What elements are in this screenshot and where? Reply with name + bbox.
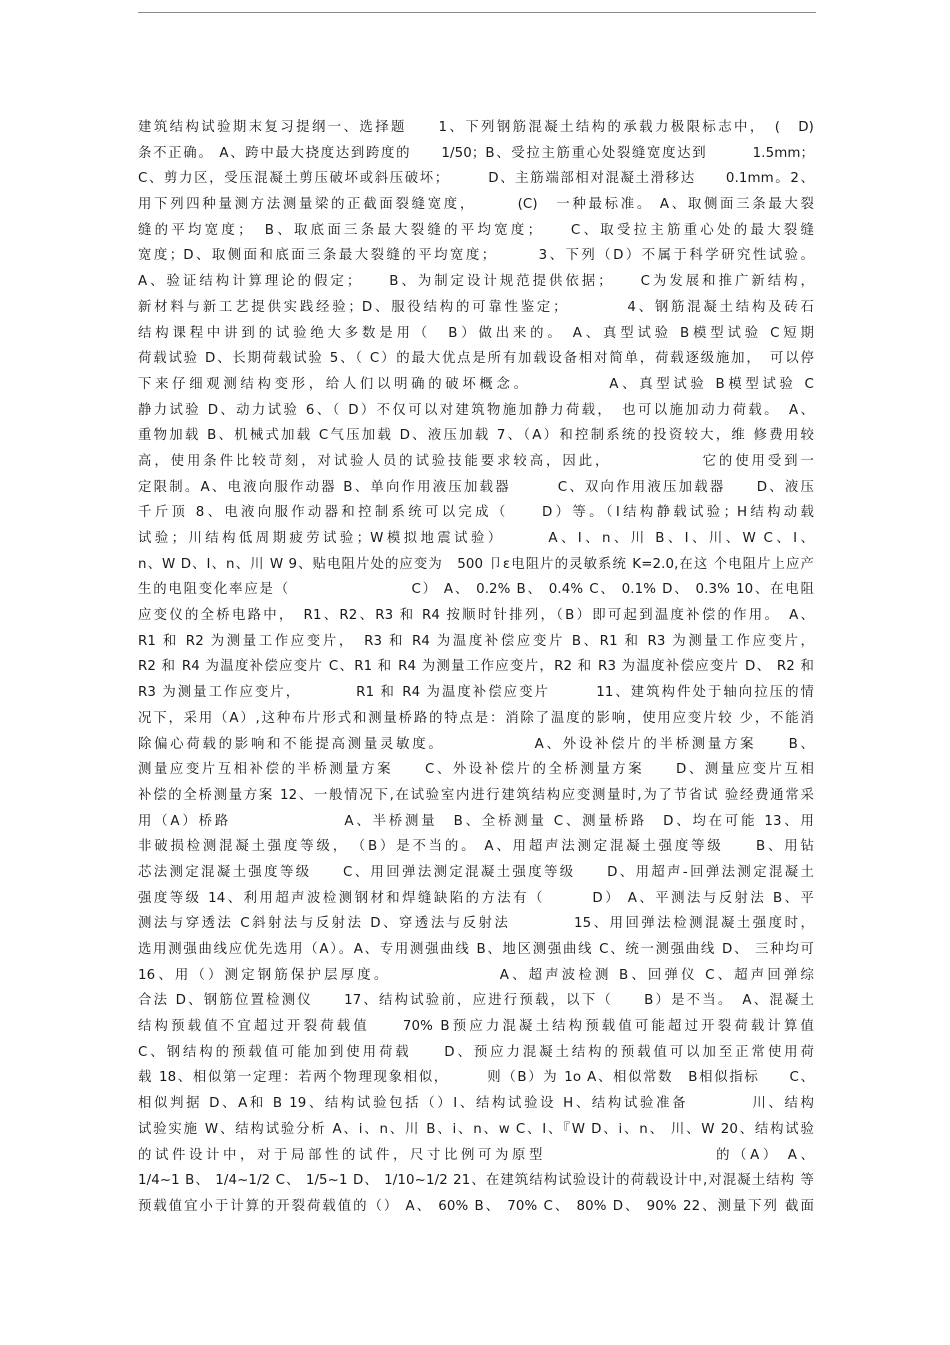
text-line: 相似判据 D、A和 B 19、结构试验包括（）I、结构试验设 H、结构试验准备 川、结构 (138, 1096, 814, 1112)
text-line: 静力试验 D、动力试验 6、（ D）不仅可以对建筑物施加静力荷载， 也可以施加动力荷载。 A、 (138, 402, 814, 418)
text-line: C、钢结构的预载值可能加到使用荷载 D、预应力混凝土结构的预载值可以加至正常使用荷 (138, 1044, 814, 1060)
text-line: 预载值宜小于计算的开裂荷载值的（） A、 60% B、 70% C、 80% D、 90% 22、测量下列 截面 (138, 1198, 814, 1214)
text-line: 宽度；D、取侧面和底面三条最大裂缝的平均宽度； 3、下列（D）不属于科学研究性试验。 (138, 248, 814, 264)
text-line: 非破损检测混凝土强度等级， （B）是不当的。 A、用超声法测定混凝土强度等级 B、用钻 (138, 839, 814, 855)
text-line: 下来仔细观测结构变形，给人们以明确的破坏概念。 A、真型试验 B模型试验 C (138, 376, 814, 392)
text-line: n、W D、I、n、川 W 9、贴电阻片处的应变为 500 卩ε电阻片的灵敏系统 K=2.0,在这 个电阻片上应产 (138, 556, 814, 572)
text-line: 结构课程中讲到的试验绝大多数是用（ B）做出来的。 A、真型试验 B模型试验 C短期 (138, 325, 814, 341)
text-line: 应变仪的全桥电路中， R1、R2、R3 和 R4 按顺时针排列，（B）即可起到温度补偿的作用。 A、 (138, 608, 814, 624)
text-line: 载 18、相似第一定理：若两个物理现象相似， 则（B）为 1o A、相似常数 B相似指标 C、 (138, 1070, 814, 1086)
text-line: 新材料与新工艺提供实践经验；D、服役结构的可靠性鉴定； 4、钢筋混凝土结构及砖石 (138, 299, 814, 315)
text-line: 16、用（）测定钢筋保护层厚度。 A、超声波检测 B、回弹仪 C、超声回弹综 (138, 967, 814, 983)
text-line: 定限制。A、电液向服作动器 B、单向作用液压加载器 C、双向作用液压加载器 D、液压 (138, 479, 814, 495)
text-line: 用（A）桥路 A、半桥测量 B、全桥测量 C、测量桥路 D、均在可能 13、用 (138, 813, 814, 829)
text-line: 强度等级 14、利用超声波检测钢材和焊缝缺陷的方法有（ D） A、平测法与反射法 B、平 (138, 890, 814, 906)
text-line: 况下，采用（A）,这种布片形式和测量桥路的特点是：消除了温度的影响，使用应变片较 少，不能消 (138, 710, 814, 726)
text-line: 的试件设计中，对于局部性的试件，尺寸比例可为原型 的（A） A、 (138, 1147, 814, 1163)
text-line: R2 和 R4 为温度补偿应变片 C、R1 和 R4 为测量工作应变片，R2 和 R3 为温度补偿应变片 D、 R2 和 (138, 659, 814, 675)
text-line: 结构预载值不宜超过开裂荷载值 70% B预应力混凝土结构预载值可能超过开裂荷载计算值 (138, 1019, 814, 1035)
text-line: 测量应变片互相补偿的半桥测量方案 C、外设补偿片的全桥测量方案 D、测量应变片互相 (138, 762, 814, 778)
text-line: C、剪力区，受压混凝土剪压破坏或斜压破坏； D、主筋端部相对混凝土滑移达 0.1mm。2、 (138, 171, 814, 187)
text-line: 1/4~1 B、 1/4~1/2 C、 1/5~1 D、 1/10~1/2 21、在建筑结构试验设计的荷载设计中,对混凝土结构 等 (138, 1173, 814, 1189)
text-line: 试验实施 W、结构试验分析 A、i、n、川 B、i、n、w C、I、『W D、i、n、 川、W 20、结构试验 (138, 1121, 814, 1137)
text-line: 用下列四种量测方法测量梁的正截面裂缝宽度， (C) 一种最标准。 A、取侧面三条最大裂 (138, 197, 814, 213)
text-line: R1 和 R2 为测量工作应变片， R3 和 R4 为温度补偿应变片 B、R1 和 R3 为测量工作应变片， (138, 633, 814, 649)
text-line: 补偿的全桥测量方案 12、一般情况下,在试验室内进行建筑结构应变测量时,为了节省试 验经费通常采 (138, 787, 814, 803)
text-line: 生的电阻变化率应是（ C） A、 0.2% B、 0.4% C、 0.1% D、 0.3% 10、在电阻 (138, 582, 814, 598)
text-line: 除偏心荷载的影响和不能提高测量灵敏度。 A、外设补偿片的半桥测量方案 B、 (138, 736, 814, 752)
text-line: 高，使用条件比较苛刻，对试验人员的试验技能要求较高，因此， 它的使用受到一 (138, 453, 814, 469)
text-line: R3 为测量工作应变片， R1 和 R4 为温度补偿应变片 11、建筑构件处于轴向拉压的情 (138, 685, 814, 701)
text-line: 合法 D、钢筋位置检测仪 17、结构试验前，应进行预载，以下（ B）是不当。 A、混凝土 (138, 993, 814, 1009)
text-line: 芯法测定混凝土强度等级 C、用回弹法测定混凝土强度等级 D、用超声-回弹法测定混凝土 (138, 864, 814, 880)
text-line: 试验；川结构低周期疲劳试验；W模拟地震试验） A、I、n、川 B、I、川、W C、I、 (138, 531, 814, 546)
text-line: 建筑结构试验期末复习提纲一、选择题 1、下列钢筋混凝土结构的承载力极限标志中， ( D) (138, 120, 814, 135)
header-rule (138, 12, 816, 13)
text-line: 测法与穿透法 C斜射法与反射法 D、穿透法与反射法 15、用回弹法检测混凝土强度时， (138, 916, 814, 932)
text-line: A、验证结构计算理论的假定； B、为制定设计规范提供依据； C为发展和推广新结构， (138, 274, 814, 290)
text-line: 选用测强曲线应优先选用（A）。A、专用测强曲线 B、地区测强曲线 C、统一测强曲线 D、 三种均可 (138, 942, 814, 957)
text-line: 条不正确。 A、跨中最大挠度达到跨度的 1/50；B、受拉主筋重心处裂缝宽度达到 1.5mm； (138, 145, 814, 161)
text-line: 千斤顶 8、电液向服作动器和控制系统可以完成（ D）等。（I结构静载试验；H结构动载 (138, 505, 814, 521)
text-line: 重物加载 B、机械式加载 C气压加载 D、液压加载 7、（A）和控制系统的投资较大，维 修费用较 (138, 428, 814, 444)
text-line: 荷载试验 D、长期荷载试验 5、（ C）的最大优点是所有加载设备相对简单，荷载逐级施加， 可以停 (138, 351, 814, 367)
text-line: 缝的平均宽度； B、取底面三条最大裂缝的平均宽度； C、取受拉主筋重心处的最大裂缝 (138, 222, 814, 238)
document-body (138, 115, 814, 1220)
